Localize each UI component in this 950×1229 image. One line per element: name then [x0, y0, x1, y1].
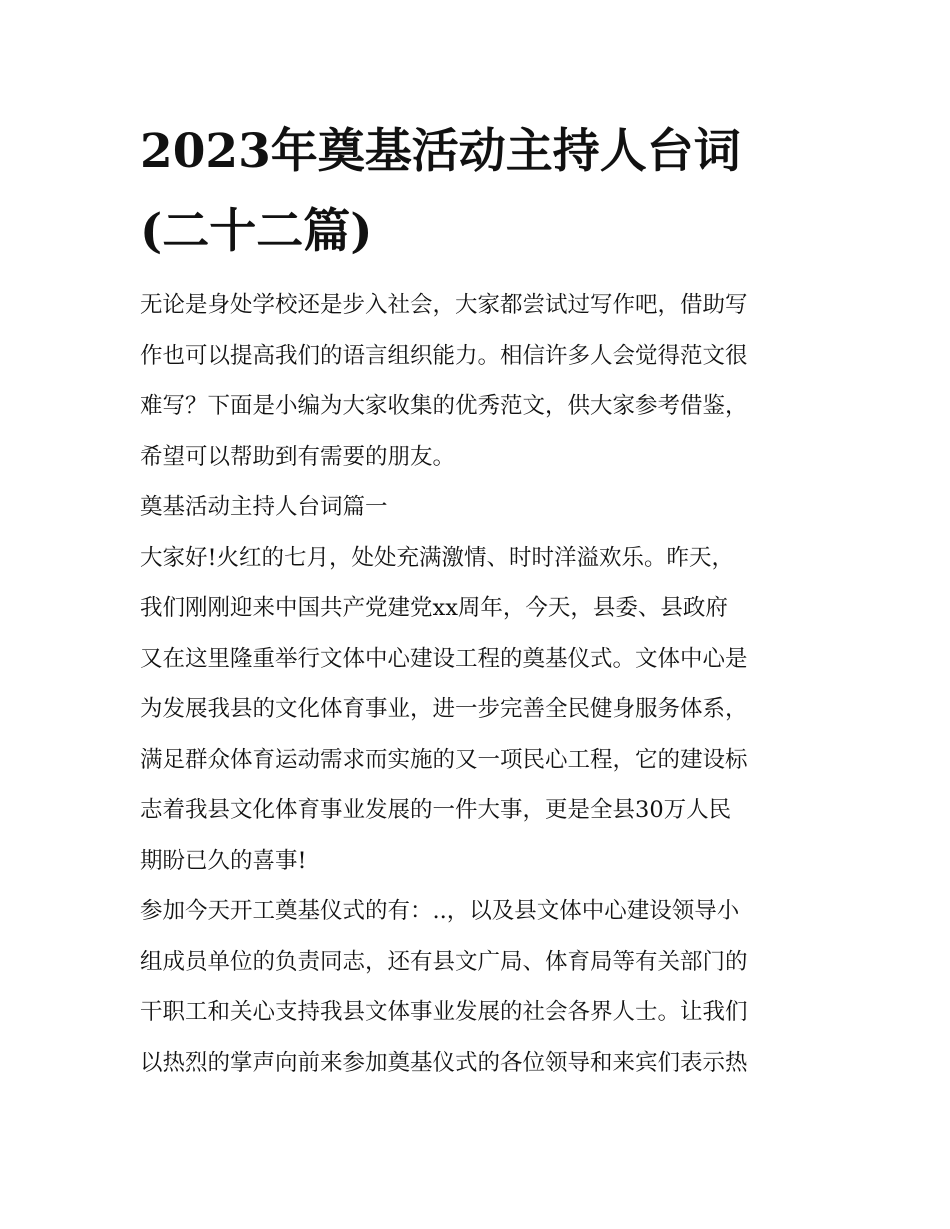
intro-line: 希望可以帮助到有需要的朋友。	[140, 443, 456, 470]
paragraph-line: 又在这里隆重举行文体中心建设工程的奠基仪式。文体中心是	[140, 645, 748, 672]
paragraph-line: 大家好!火红的七月，处处充满激情、时时洋溢欢乐。昨天，	[140, 544, 735, 571]
document-body	[140, 280, 820, 1088]
paragraph-line: 我们刚刚迎来中国共产党建党xx周年，今天，县委、县政府	[140, 595, 728, 621]
paragraph-line: 为发展我县的文化体育事业，进一步完善全民健身服务体系，	[140, 696, 748, 722]
title-line-1: 2023年奠基活动主持人台词	[140, 124, 741, 179]
paragraph-line: 干职工和关心支持我县文体事业发展的社会各界人士。让我们	[140, 999, 748, 1025]
page-title	[140, 112, 820, 272]
section-heading: 奠基活动主持人台词篇一	[140, 494, 388, 520]
intro-line: 无论是身处学校还是步入社会，大家都尝试过写作吧，借助写	[140, 292, 748, 318]
title-line-2: (二十二篇)	[140, 204, 373, 259]
paragraph-line: 满足群众体育运动需求而实施的又一项民心工程，它的建设标	[140, 746, 748, 773]
paragraph-line: 志着我县文化体育事业发展的一件大事，更是全县30万人民	[140, 797, 732, 823]
intro-line: 作也可以提高我们的语言组织能力。相信许多人会觉得范文很	[140, 342, 748, 369]
paragraph-line: 以热烈的掌声向前来参加奠基仪式的各位领导和来宾们表示热	[140, 1049, 748, 1076]
paragraph-line: 组成员单位的负责同志，还有县文广局、体育局等有关部门的	[140, 948, 748, 975]
intro-line: 难写？下面是小编为大家收集的优秀范文，供大家参考借鉴，	[140, 393, 748, 419]
paragraph-line: 参加今天开工奠基仪式的有：..，以及县文体中心建设领导小	[140, 898, 740, 924]
paragraph-line: 期盼已久的喜事!	[140, 847, 307, 874]
